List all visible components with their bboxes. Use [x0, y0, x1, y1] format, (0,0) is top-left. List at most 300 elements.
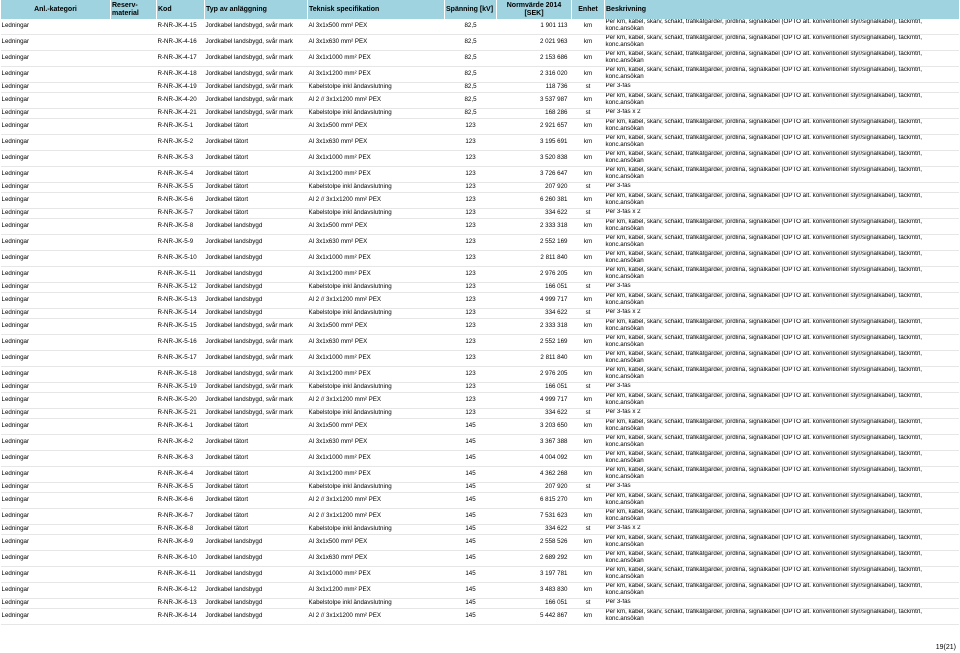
- cell-beskrivning: Per km, kabel, skarv, schakt, trafikåtgärder, jordlina, signalkabel (OPTO alt. konventionell styr/signalkabel), täckmtrl, konc.ansökan: [605, 93, 959, 109]
- cell-spanning: 145: [445, 609, 497, 625]
- cell-kategori: Ledningar: [1, 367, 111, 383]
- table-row: [1, 267, 959, 283]
- cell-reservmaterial: [111, 319, 157, 335]
- cell-spanning: 123: [445, 151, 497, 167]
- cell-kod: R-NR-JK-5-8: [157, 219, 205, 235]
- cell-teknisk-specifikation: Al 3x1x500 mm² PEX: [308, 119, 445, 135]
- cell-reservmaterial: [111, 383, 157, 393]
- cell-reservmaterial: [111, 335, 157, 351]
- cell-beskrivning: Per km, kabel, skarv, schakt, trafikåtgärder, jordlina, signalkabel (OPTO alt. konventionell styr/signalkabel), täckmtrl, konc.ansökan: [605, 467, 959, 483]
- cell-enhet: km: [572, 267, 605, 283]
- cell-reservmaterial: [111, 599, 157, 609]
- cell-beskrivning: Per km, kabel, skarv, schakt, trafikåtgärder, jordlina, signalkabel (OPTO alt. konventionell styr/signalkabel), täckmtrl, konc.ansökan: [605, 193, 959, 209]
- cell-kod: R-NR-JK-4-21: [157, 109, 205, 119]
- cell-spanning: 123: [445, 135, 497, 151]
- cell-teknisk-specifikation: Kabelstolpe inkl ändavslutning: [308, 83, 445, 93]
- table-row: [1, 235, 959, 251]
- cell-spanning: 123: [445, 367, 497, 383]
- cell-typ: Jordkabel landsbygd, svår mark: [205, 35, 308, 51]
- cell-normvarde: 4 999 717: [497, 293, 572, 309]
- cell-spanning: 145: [445, 525, 497, 535]
- table-row: [1, 351, 959, 367]
- cell-teknisk-specifikation: Al 3x1x500 mm² PEX: [308, 19, 445, 35]
- cell-normvarde: 1 901 113: [497, 19, 572, 35]
- cell-typ: Jordkabel landsbygd, svår mark: [205, 351, 308, 367]
- cell-teknisk-specifikation: Al 3x1x1200 mm² PEX: [308, 167, 445, 183]
- cell-teknisk-specifikation: Al 3x1x630 mm² PEX: [308, 35, 445, 51]
- table-row: [1, 93, 959, 109]
- cell-normvarde: 166 051: [497, 283, 572, 293]
- cell-teknisk-specifikation: Kabelstolpe inkl ändavslutning: [308, 409, 445, 419]
- cell-reservmaterial: [111, 483, 157, 493]
- cell-kod: R-NR-JK-6-13: [157, 599, 205, 609]
- cell-kategori: Ledningar: [1, 409, 111, 419]
- cell-kategori: Ledningar: [1, 109, 111, 119]
- cell-typ: Jordkabel tätort: [205, 209, 308, 219]
- cell-enhet: st: [572, 309, 605, 319]
- header-row: [1, 0, 959, 19]
- cell-kod: R-NR-JK-4-16: [157, 35, 205, 51]
- cell-normvarde: 4 004 092: [497, 451, 572, 467]
- cell-beskrivning: Per 3-fas: [605, 383, 959, 393]
- cell-kod: R-NR-JK-5-14: [157, 309, 205, 319]
- header-kategori: Anl.-kategori: [1, 0, 111, 19]
- cell-typ: Jordkabel landsbygd: [205, 219, 308, 235]
- cell-beskrivning: Per km, kabel, skarv, schakt, trafikåtgärder, jordlina, signalkabel (OPTO alt. konventionell styr/signalkabel), täckmtrl, konc.ansökan: [605, 567, 959, 583]
- table-row: [1, 599, 959, 609]
- cell-beskrivning: Per 3-fas: [605, 283, 959, 293]
- cell-enhet: km: [572, 93, 605, 109]
- table-row: [1, 319, 959, 335]
- cell-enhet: km: [572, 351, 605, 367]
- cell-kod: R-NR-JK-5-20: [157, 393, 205, 409]
- cell-typ: Jordkabel landsbygd: [205, 551, 308, 567]
- table-row: [1, 535, 959, 551]
- header-beskrivning: Beskrivning: [605, 0, 959, 19]
- cell-kategori: Ledningar: [1, 35, 111, 51]
- cell-spanning: 145: [445, 599, 497, 609]
- cell-kategori: Ledningar: [1, 83, 111, 93]
- cell-reservmaterial: [111, 419, 157, 435]
- cell-beskrivning: Per km, kabel, skarv, schakt, trafikåtgärder, jordlina, signalkabel (OPTO alt. konventionell styr/signalkabel), täckmtrl, konc.ansökan: [605, 235, 959, 251]
- cell-spanning: 145: [445, 535, 497, 551]
- cell-enhet: km: [572, 319, 605, 335]
- cell-kod: R-NR-JK-6-4: [157, 467, 205, 483]
- cell-reservmaterial: [111, 167, 157, 183]
- cell-teknisk-specifikation: Al 2 // 3x1x1200 mm² PEX: [308, 493, 445, 509]
- cell-beskrivning: Per km, kabel, skarv, schakt, trafikåtgärder, jordlina, signalkabel (OPTO alt. konventionell styr/signalkabel), täckmtrl, konc.ansökan: [605, 435, 959, 451]
- cell-spanning: 145: [445, 483, 497, 493]
- cell-kod: R-NR-JK-4-17: [157, 51, 205, 67]
- cell-kategori: Ledningar: [1, 119, 111, 135]
- cell-typ: Jordkabel tätort: [205, 135, 308, 151]
- cell-spanning: 145: [445, 509, 497, 525]
- table-row: [1, 483, 959, 493]
- table-row: [1, 151, 959, 167]
- cell-spanning: 123: [445, 209, 497, 219]
- cell-spanning: 123: [445, 335, 497, 351]
- cell-typ: Jordkabel landsbygd, svår mark: [205, 319, 308, 335]
- cell-typ: Jordkabel tätort: [205, 467, 308, 483]
- table-row: [1, 419, 959, 435]
- cell-normvarde: 2 153 686: [497, 51, 572, 67]
- cell-teknisk-specifikation: Al 3x1x1200 mm² PEX: [308, 367, 445, 383]
- cell-teknisk-specifikation: Kabelstolpe inkl ändavslutning: [308, 283, 445, 293]
- cell-teknisk-specifikation: Al 3x1x1000 mm² PEX: [308, 251, 445, 267]
- cell-kod: R-NR-JK-5-12: [157, 283, 205, 293]
- cell-normvarde: 3 203 650: [497, 419, 572, 435]
- cell-kategori: Ledningar: [1, 599, 111, 609]
- cell-beskrivning: Per km, kabel, skarv, schakt, trafikåtgärder, jordlina, signalkabel (OPTO alt. konventionell styr/signalkabel), täckmtrl, konc.ansökan: [605, 267, 959, 283]
- cell-reservmaterial: [111, 209, 157, 219]
- cell-normvarde: 3 726 647: [497, 167, 572, 183]
- table-row: [1, 209, 959, 219]
- cell-spanning: 123: [445, 293, 497, 309]
- cell-teknisk-specifikation: Kabelstolpe inkl ändavslutning: [308, 109, 445, 119]
- cell-kategori: Ledningar: [1, 293, 111, 309]
- cell-normvarde: 3 195 691: [497, 135, 572, 151]
- cell-beskrivning: Per 3-fas x 2: [605, 525, 959, 535]
- cell-reservmaterial: [111, 135, 157, 151]
- cell-kategori: Ledningar: [1, 583, 111, 599]
- cell-teknisk-specifikation: Kabelstolpe inkl ändavslutning: [308, 525, 445, 535]
- header-normvarde: Normvärde 2014 [SEK]: [497, 0, 572, 19]
- cell-typ: Jordkabel tätort: [205, 151, 308, 167]
- cell-beskrivning: Per 3-fas x 2: [605, 109, 959, 119]
- cell-spanning: 145: [445, 435, 497, 451]
- cell-typ: Jordkabel landsbygd, svår mark: [205, 109, 308, 119]
- table-row: [1, 567, 959, 583]
- cell-beskrivning: Per km, kabel, skarv, schakt, trafikåtgärder, jordlina, signalkabel (OPTO alt. konventionell styr/signalkabel), täckmtrl, konc.ansökan: [605, 51, 959, 67]
- cell-normvarde: 334 622: [497, 409, 572, 419]
- cell-beskrivning: Per km, kabel, skarv, schakt, trafikåtgärder, jordlina, signalkabel (OPTO alt. konventionell styr/signalkabel), täckmtrl, konc.ansökan: [605, 219, 959, 235]
- cell-kategori: Ledningar: [1, 493, 111, 509]
- cell-kod: R-NR-JK-6-2: [157, 435, 205, 451]
- cell-reservmaterial: [111, 251, 157, 267]
- cell-beskrivning: Per km, kabel, skarv, schakt, trafikåtgärder, jordlina, signalkabel (OPTO alt. konventionell styr/signalkabel), täckmtrl, konc.ansökan: [605, 293, 959, 309]
- cell-enhet: km: [572, 393, 605, 409]
- cell-normvarde: 3 367 388: [497, 435, 572, 451]
- cell-teknisk-specifikation: Al 3x1x630 mm² PEX: [308, 435, 445, 451]
- cell-typ: Jordkabel tätort: [205, 119, 308, 135]
- cell-teknisk-specifikation: Al 2 // 3x1x1200 mm² PEX: [308, 293, 445, 309]
- cell-kod: R-NR-JK-4-15: [157, 19, 205, 35]
- cell-typ: Jordkabel landsbygd, svår mark: [205, 335, 308, 351]
- table-row: [1, 293, 959, 309]
- cell-spanning: 123: [445, 267, 497, 283]
- cell-typ: Jordkabel tätort: [205, 509, 308, 525]
- cell-enhet: km: [572, 567, 605, 583]
- cell-kod: R-NR-JK-6-3: [157, 451, 205, 467]
- cell-typ: Jordkabel landsbygd: [205, 583, 308, 599]
- table-row: [1, 167, 959, 183]
- header-teknisk-specifikation: Teknisk specifikation: [308, 0, 445, 19]
- cell-reservmaterial: [111, 309, 157, 319]
- cell-kategori: Ledningar: [1, 219, 111, 235]
- cell-typ: Jordkabel landsbygd, svår mark: [205, 393, 308, 409]
- header-reservmaterial: Reserv-material: [111, 0, 157, 19]
- cell-enhet: st: [572, 83, 605, 93]
- cell-kod: R-NR-JK-6-5: [157, 483, 205, 493]
- table-row: [1, 493, 959, 509]
- cell-teknisk-specifikation: Al 3x1x500 mm² PEX: [308, 219, 445, 235]
- cell-kod: R-NR-JK-5-3: [157, 151, 205, 167]
- cell-typ: Jordkabel tätort: [205, 183, 308, 193]
- cell-beskrivning: Per km, kabel, skarv, schakt, trafikåtgärder, jordlina, signalkabel (OPTO alt. konventionell styr/signalkabel), täckmtrl, konc.ansökan: [605, 509, 959, 525]
- header-spanning: Spänning [kV]: [445, 0, 497, 19]
- cell-enhet: km: [572, 293, 605, 309]
- cell-normvarde: 2 552 169: [497, 235, 572, 251]
- cell-enhet: st: [572, 109, 605, 119]
- cell-kod: R-NR-JK-5-13: [157, 293, 205, 309]
- cell-spanning: 82,5: [445, 67, 497, 83]
- cell-reservmaterial: [111, 293, 157, 309]
- cell-beskrivning: Per 3-fas: [605, 599, 959, 609]
- cell-kod: R-NR-JK-6-11: [157, 567, 205, 583]
- cell-beskrivning: Per km, kabel, skarv, schakt, trafikåtgärder, jordlina, signalkabel (OPTO alt. konventionell styr/signalkabel), täckmtrl, konc.ansökan: [605, 609, 959, 625]
- cell-typ: Jordkabel landsbygd: [205, 235, 308, 251]
- cell-enhet: km: [572, 509, 605, 525]
- cell-reservmaterial: [111, 219, 157, 235]
- cell-normvarde: 4 362 268: [497, 467, 572, 483]
- cell-typ: Jordkabel landsbygd: [205, 251, 308, 267]
- cell-kod: R-NR-JK-5-10: [157, 251, 205, 267]
- cell-reservmaterial: [111, 509, 157, 525]
- table-row: [1, 525, 959, 535]
- header-kod: Kod: [157, 0, 205, 19]
- cell-enhet: km: [572, 609, 605, 625]
- cell-spanning: 123: [445, 251, 497, 267]
- cell-beskrivning: Per km, kabel, skarv, schakt, trafikåtgärder, jordlina, signalkabel (OPTO alt. konventionell styr/signalkabel), täckmtrl, konc.ansökan: [605, 535, 959, 551]
- cell-beskrivning: Per km, kabel, skarv, schakt, trafikåtgärder, jordlina, signalkabel (OPTO alt. konventionell styr/signalkabel), täckmtrl, konc.ansökan: [605, 135, 959, 151]
- table-row: [1, 335, 959, 351]
- cell-kod: R-NR-JK-5-15: [157, 319, 205, 335]
- cell-typ: Jordkabel landsbygd: [205, 293, 308, 309]
- cell-normvarde: 334 622: [497, 209, 572, 219]
- cell-reservmaterial: [111, 567, 157, 583]
- cell-normvarde: 2 558 526: [497, 535, 572, 551]
- cell-normvarde: 2 976 205: [497, 267, 572, 283]
- cell-reservmaterial: [111, 109, 157, 119]
- cell-teknisk-specifikation: Al 3x1x630 mm² PEX: [308, 551, 445, 567]
- cell-spanning: 145: [445, 583, 497, 599]
- cell-teknisk-specifikation: Al 3x1x500 mm² PEX: [308, 535, 445, 551]
- cell-reservmaterial: [111, 535, 157, 551]
- header-enhet: Enhet: [572, 0, 605, 19]
- cell-enhet: st: [572, 209, 605, 219]
- cell-reservmaterial: [111, 83, 157, 93]
- cell-beskrivning: Per 3-fas: [605, 183, 959, 193]
- cell-normvarde: 7 531 623: [497, 509, 572, 525]
- cell-beskrivning: Per 3-fas x 2: [605, 209, 959, 219]
- cell-teknisk-specifikation: Al 3x1x630 mm² PEX: [308, 135, 445, 151]
- cell-kategori: Ledningar: [1, 393, 111, 409]
- cell-spanning: 82,5: [445, 51, 497, 67]
- cell-teknisk-specifikation: Al 3x1x1200 mm² PEX: [308, 267, 445, 283]
- cell-typ: Jordkabel tätort: [205, 483, 308, 493]
- table-row: [1, 67, 959, 83]
- cell-normvarde: 3 520 838: [497, 151, 572, 167]
- cell-kategori: Ledningar: [1, 267, 111, 283]
- cell-kategori: Ledningar: [1, 567, 111, 583]
- cell-beskrivning: Per km, kabel, skarv, schakt, trafikåtgärder, jordlina, signalkabel (OPTO alt. konventionell styr/signalkabel), täckmtrl, konc.ansökan: [605, 451, 959, 467]
- cell-typ: Jordkabel landsbygd, svår mark: [205, 83, 308, 93]
- cell-typ: Jordkabel landsbygd: [205, 567, 308, 583]
- cell-normvarde: 2 811 840: [497, 251, 572, 267]
- table-row: [1, 393, 959, 409]
- cell-enhet: km: [572, 193, 605, 209]
- cell-typ: Jordkabel tätort: [205, 493, 308, 509]
- cell-kategori: Ledningar: [1, 151, 111, 167]
- cell-kategori: Ledningar: [1, 67, 111, 83]
- cell-teknisk-specifikation: Al 3x1x1000 mm² PEX: [308, 451, 445, 467]
- cell-kategori: Ledningar: [1, 209, 111, 219]
- cell-reservmaterial: [111, 609, 157, 625]
- cell-beskrivning: Per km, kabel, skarv, schakt, trafikåtgärder, jordlina, signalkabel (OPTO alt. konventionell styr/signalkabel), täckmtrl, konc.ansökan: [605, 319, 959, 335]
- cell-kod: R-NR-JK-4-20: [157, 93, 205, 109]
- table-row: [1, 551, 959, 567]
- cell-reservmaterial: [111, 119, 157, 135]
- cell-reservmaterial: [111, 351, 157, 367]
- cell-normvarde: 207 920: [497, 483, 572, 493]
- table-row: [1, 135, 959, 151]
- cell-kod: R-NR-JK-5-6: [157, 193, 205, 209]
- cell-kod: R-NR-JK-5-5: [157, 183, 205, 193]
- cell-kategori: Ledningar: [1, 419, 111, 435]
- table-row: [1, 183, 959, 193]
- cell-reservmaterial: [111, 67, 157, 83]
- cell-beskrivning: Per km, kabel, skarv, schakt, trafikåtgärder, jordlina, signalkabel (OPTO alt. konventionell styr/signalkabel), täckmtrl, konc.ansökan: [605, 335, 959, 351]
- table-row: [1, 119, 959, 135]
- cell-beskrivning: Per km, kabel, skarv, schakt, trafikåtgärder, jordlina, signalkabel (OPTO alt. konventionell styr/signalkabel), täckmtrl, konc.ansökan: [605, 35, 959, 51]
- cell-kod: R-NR-JK-6-6: [157, 493, 205, 509]
- table-body: [1, 19, 959, 625]
- cell-normvarde: 168 286: [497, 109, 572, 119]
- cell-kod: R-NR-JK-5-7: [157, 209, 205, 219]
- table-row: [1, 219, 959, 235]
- cell-kategori: Ledningar: [1, 351, 111, 367]
- cell-spanning: 123: [445, 309, 497, 319]
- cell-reservmaterial: [111, 467, 157, 483]
- cell-teknisk-specifikation: Al 3x1x1000 mm² PEX: [308, 351, 445, 367]
- cell-teknisk-specifikation: Al 3x1x1000 mm² PEX: [308, 51, 445, 67]
- cell-beskrivning: Per km, kabel, skarv, schakt, trafikåtgärder, jordlina, signalkabel (OPTO alt. konventionell styr/signalkabel), täckmtrl, konc.ansökan: [605, 151, 959, 167]
- cell-teknisk-specifikation: Kabelstolpe inkl ändavslutning: [308, 599, 445, 609]
- cell-typ: Jordkabel landsbygd: [205, 267, 308, 283]
- cell-kategori: Ledningar: [1, 19, 111, 35]
- cell-enhet: km: [572, 67, 605, 83]
- cell-beskrivning: Per 3-fas: [605, 483, 959, 493]
- cell-kategori: Ledningar: [1, 93, 111, 109]
- cell-beskrivning: Per km, kabel, skarv, schakt, trafikåtgärder, jordlina, signalkabel (OPTO alt. konventionell styr/signalkabel), täckmtrl, konc.ansökan: [605, 251, 959, 267]
- cell-kod: R-NR-JK-5-19: [157, 383, 205, 393]
- cell-normvarde: 2 811 840: [497, 351, 572, 367]
- cell-normvarde: 4 999 717: [497, 393, 572, 409]
- cell-reservmaterial: [111, 51, 157, 67]
- cell-teknisk-specifikation: Kabelstolpe inkl ändavslutning: [308, 483, 445, 493]
- cell-reservmaterial: [111, 283, 157, 293]
- cell-spanning: 123: [445, 167, 497, 183]
- cell-kod: R-NR-JK-5-4: [157, 167, 205, 183]
- cell-spanning: 123: [445, 383, 497, 393]
- cell-teknisk-specifikation: Al 3x1x500 mm² PEX: [308, 419, 445, 435]
- cell-normvarde: 2 021 963: [497, 35, 572, 51]
- table-row: [1, 435, 959, 451]
- cell-enhet: km: [572, 35, 605, 51]
- cell-kategori: Ledningar: [1, 135, 111, 151]
- cell-enhet: st: [572, 383, 605, 393]
- cell-kod: R-NR-JK-5-11: [157, 267, 205, 283]
- cell-spanning: 123: [445, 393, 497, 409]
- table-row: [1, 35, 959, 51]
- cell-spanning: 145: [445, 551, 497, 567]
- cell-spanning: 123: [445, 351, 497, 367]
- cell-typ: Jordkabel tätort: [205, 193, 308, 209]
- cell-kategori: Ledningar: [1, 525, 111, 535]
- cell-enhet: km: [572, 583, 605, 599]
- cell-teknisk-specifikation: Al 2 // 3x1x1200 mm² PEX: [308, 393, 445, 409]
- cell-normvarde: 207 920: [497, 183, 572, 193]
- cell-teknisk-specifikation: Al 3x1x1000 mm² PEX: [308, 567, 445, 583]
- cell-teknisk-specifikation: Al 3x1x1200 mm² PEX: [308, 67, 445, 83]
- cell-beskrivning: Per km, kabel, skarv, schakt, trafikåtgärder, jordlina, signalkabel (OPTO alt. konventionell styr/signalkabel), täckmtrl, konc.ansökan: [605, 351, 959, 367]
- cell-enhet: st: [572, 525, 605, 535]
- table-row: [1, 383, 959, 393]
- cell-spanning: 82,5: [445, 109, 497, 119]
- cell-enhet: st: [572, 183, 605, 193]
- cell-enhet: km: [572, 335, 605, 351]
- table-row: [1, 83, 959, 93]
- cell-normvarde: 334 622: [497, 309, 572, 319]
- cell-kategori: Ledningar: [1, 535, 111, 551]
- table-row: [1, 109, 959, 119]
- cell-enhet: st: [572, 483, 605, 493]
- cell-reservmaterial: [111, 435, 157, 451]
- cell-reservmaterial: [111, 93, 157, 109]
- table-row: [1, 283, 959, 293]
- cell-spanning: 82,5: [445, 19, 497, 35]
- cell-spanning: 123: [445, 183, 497, 193]
- cell-normvarde: 3 483 830: [497, 583, 572, 599]
- cell-kategori: Ledningar: [1, 451, 111, 467]
- cell-enhet: km: [572, 167, 605, 183]
- cell-teknisk-specifikation: Al 2 // 3x1x1200 mm² PEX: [308, 509, 445, 525]
- cell-enhet: km: [572, 151, 605, 167]
- cell-reservmaterial: [111, 525, 157, 535]
- cell-typ: Jordkabel landsbygd, svår mark: [205, 367, 308, 383]
- cell-reservmaterial: [111, 409, 157, 419]
- cell-teknisk-specifikation: Al 3x1x630 mm² PEX: [308, 335, 445, 351]
- cell-reservmaterial: [111, 451, 157, 467]
- cell-enhet: km: [572, 435, 605, 451]
- table-row: [1, 193, 959, 209]
- cell-kod: R-NR-JK-6-10: [157, 551, 205, 567]
- cell-normvarde: 2 976 205: [497, 367, 572, 383]
- cell-beskrivning: Per km, kabel, skarv, schakt, trafikåtgärder, jordlina, signalkabel (OPTO alt. konventionell styr/signalkabel), täckmtrl, konc.ansökan: [605, 493, 959, 509]
- cell-beskrivning: Per km, kabel, skarv, schakt, trafikåtgärder, jordlina, signalkabel (OPTO alt. konventionell styr/signalkabel), täckmtrl, konc.ansökan: [605, 67, 959, 83]
- table-row: [1, 251, 959, 267]
- cell-normvarde: 166 051: [497, 599, 572, 609]
- cell-beskrivning: Per km, kabel, skarv, schakt, trafikåtgärder, jordlina, signalkabel (OPTO alt. konventionell styr/signalkabel), täckmtrl, konc.ansökan: [605, 119, 959, 135]
- cell-enhet: km: [572, 367, 605, 383]
- cell-normvarde: 2 333 318: [497, 319, 572, 335]
- cell-normvarde: 6 260 381: [497, 193, 572, 209]
- cell-kategori: Ledningar: [1, 319, 111, 335]
- cell-teknisk-specifikation: Kabelstolpe inkl ändavslutning: [308, 209, 445, 219]
- cell-enhet: km: [572, 19, 605, 35]
- cell-teknisk-specifikation: Al 3x1x1000 mm² PEX: [308, 151, 445, 167]
- cell-kod: R-NR-JK-6-14: [157, 609, 205, 625]
